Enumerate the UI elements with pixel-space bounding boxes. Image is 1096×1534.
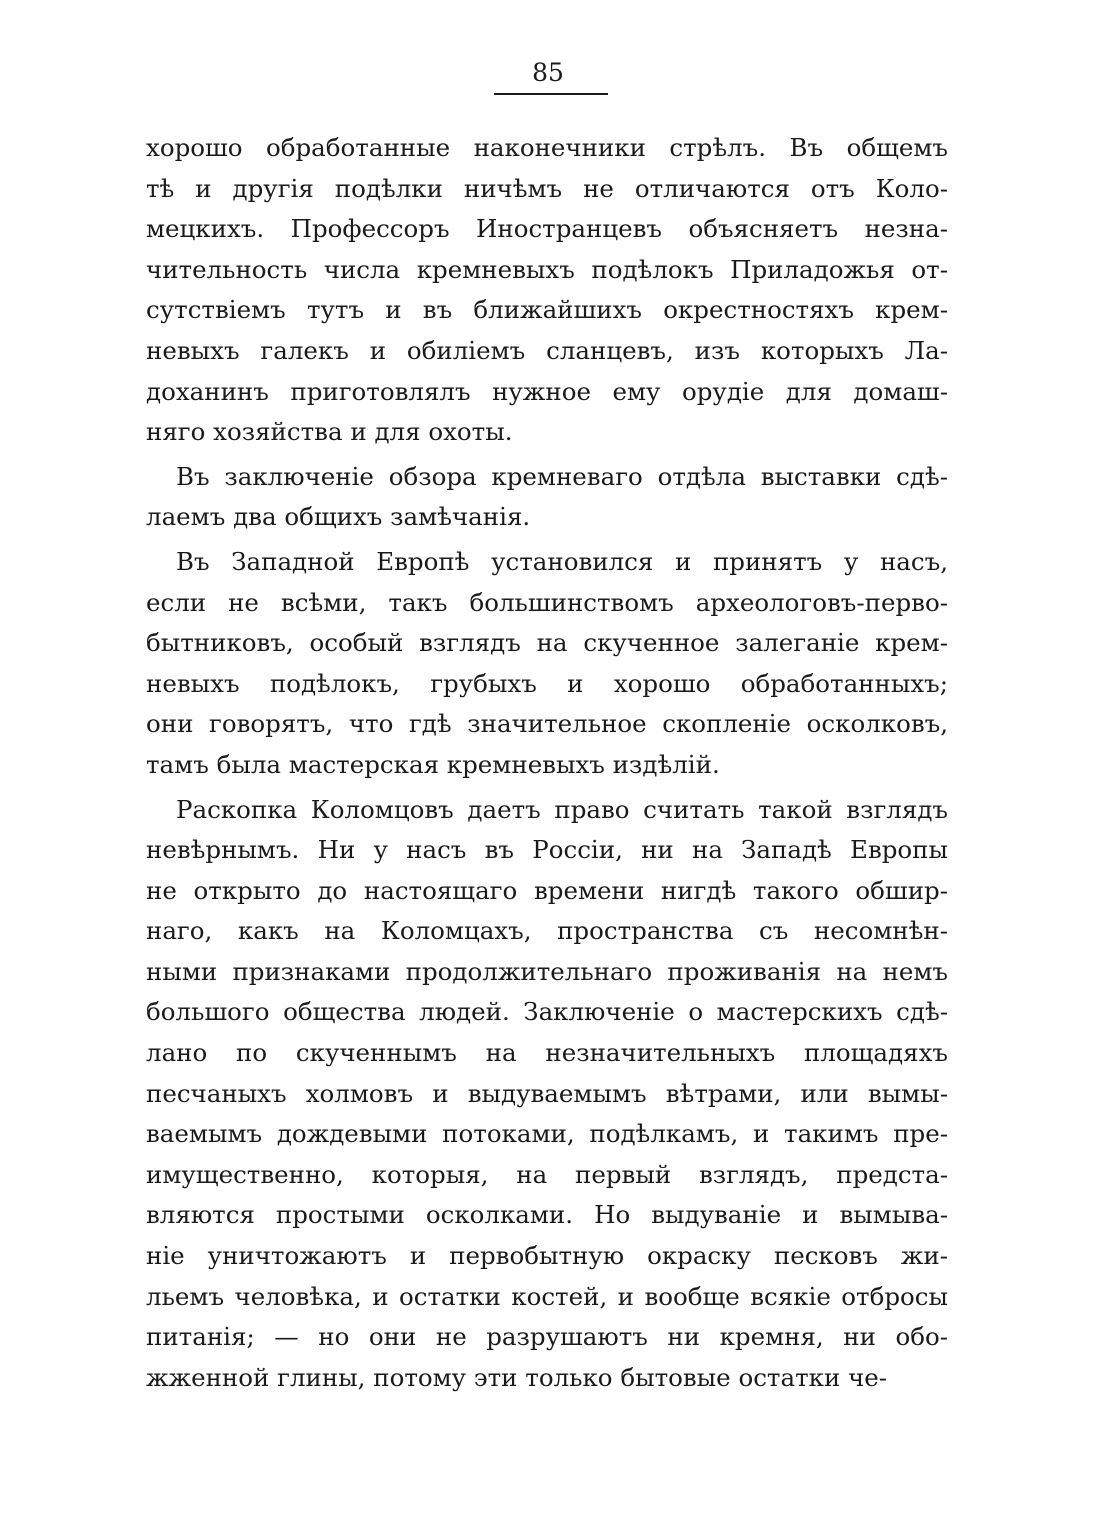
text-line: невыхъ подѣлокъ, грубыхъ и хорошо обработанныхъ;	[146, 668, 948, 698]
text-line: если не всѣми, такъ большинствомъ археологовъ-перво-	[146, 587, 948, 617]
text-line: мецкихъ. Профессоръ Иностранцевъ объясняетъ незна-	[146, 214, 948, 244]
text-line: Въ Западной Европѣ установился и принятъ у насъ,	[176, 546, 948, 576]
text-line: не открыто до настоящаго времени нигдѣ такого обшир-	[146, 875, 948, 905]
body-text	[146, 128, 948, 1398]
text-line: чительность числа кремневыхъ подѣлокъ Приладожья от-	[146, 254, 948, 284]
text-line: наго, какъ на Коломцахъ, пространства съ несомнѣн-	[146, 916, 948, 946]
text-line: ными признаками продолжительнаго проживанія на немъ	[146, 956, 948, 986]
text-line: песчаныхъ холмовъ и выдуваемымъ вѣтрами, или вымы-	[146, 1078, 948, 1108]
text-line: ваемымъ дождевыми потоками, подѣлкамъ, и такимъ пре-	[146, 1119, 948, 1149]
header-rule	[494, 93, 608, 95]
text-line: жженной глины, потому эти только бытовые остатки че-	[146, 1362, 888, 1392]
text-line: имущественно, которыя, на первый взглядъ, предста-	[146, 1159, 948, 1189]
text-line: тамъ была мастерская кремневыхъ издѣлій.	[146, 749, 720, 779]
text-line: ніе уничтожаютъ и первобытную окраску песковъ жи-	[146, 1241, 948, 1271]
text-line: хорошо обработанные наконечники стрѣлъ. Въ общемъ	[146, 133, 948, 162]
text-line: невѣрнымъ. Ни у насъ въ Россіи, ни на Западѣ Европы	[146, 835, 948, 865]
paragraph	[146, 790, 948, 1399]
text-line: питанія; — но они не разрушаютъ ни кремня, ни обо-	[146, 1322, 948, 1352]
text-line: льемъ человѣка, и остатки костей, и вообще всякіе отбросы	[146, 1281, 948, 1311]
page-number: 85	[532, 58, 564, 87]
text-line: лано по скученнымъ на незначительныхъ площадяхъ	[146, 1038, 948, 1068]
text-line: доханинъ приготовлялъ нужное ему орудіе для домаш-	[146, 376, 948, 406]
text-line: Въ заключеніе обзора кремневаго отдѣла выставки сдѣ-	[176, 461, 948, 491]
text-line: большого общества людей. Заключеніе о мастерскихъ сдѣ-	[146, 997, 948, 1027]
text-line: сутствіемъ тутъ и въ ближайшихъ окрестностяхъ крем-	[146, 295, 948, 325]
text-line: тѣ и другія подѣлки ничѣмъ не отличаются отъ Коло-	[146, 173, 948, 203]
text-line: невыхъ галекъ и обиліемъ сланцевъ, изъ которыхъ Ла-	[146, 335, 948, 365]
text-line: няго хозяйства и для охоты.	[146, 417, 513, 447]
text-line: они говорятъ, что гдѣ значительное скопленіе осколковъ,	[146, 709, 948, 739]
text-line: лаемъ два общихъ замѣчанія.	[146, 502, 531, 532]
text-line: вляются простыми осколками. Но выдуваніе и вымыва-	[146, 1200, 948, 1230]
paragraph	[146, 457, 948, 538]
text-line: Раскопка Коломцовъ даетъ право считать такой взглядъ	[176, 794, 948, 824]
text-line: бытниковъ, особый взглядъ на скученное залеганіе крем-	[146, 628, 948, 658]
paragraph	[146, 542, 948, 786]
paragraph	[146, 128, 948, 453]
